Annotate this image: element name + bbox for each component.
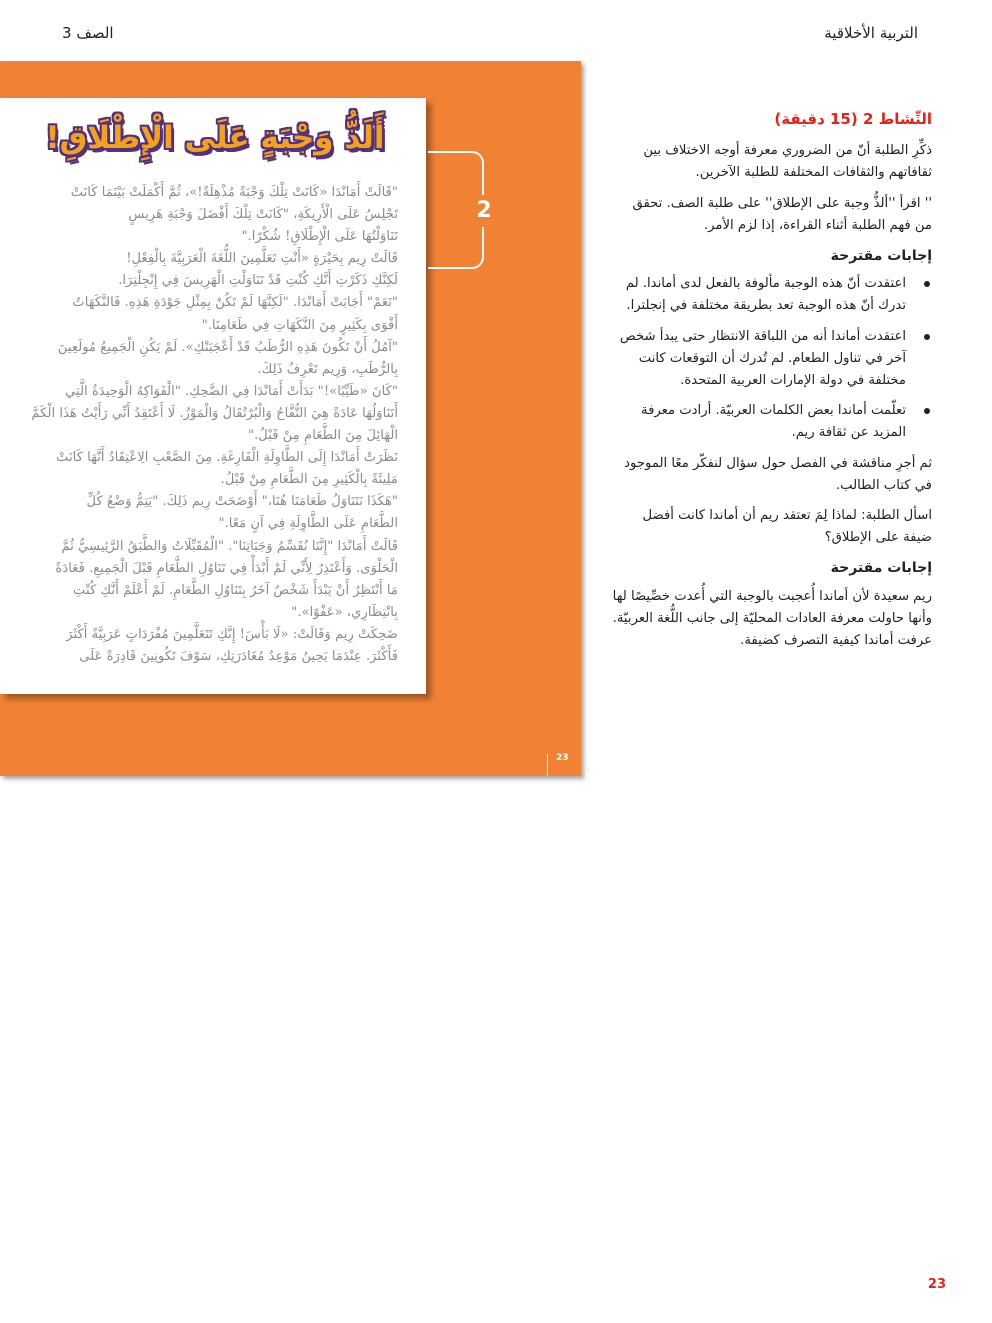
story-line: لَكِنَّكِ ذَكَرْتِ أَنَّكِ كُنْتِ قَدْ تَنَاوَلْتِ الْهَرِيسَ فِي إِنْجِلْتِرَا. <box>118 273 398 289</box>
grade-label: الصف 3 <box>62 24 114 42</box>
list-item: تعلّمت أماندا بعض الكلمات العربيّة. أرادت معرفة المزيد عن ثقافة ريم. <box>612 400 906 444</box>
story-line: الْحَلْوَى. وَأَعْتَذِرُ لِأَنِّي لَمْ أَبْدَأْ فِي تَنَاوُلِ الطَّعَامِ قَبْلَ الْجَمِيعِ. فَعَادَةً <box>55 560 398 576</box>
student-page-number: 23 <box>556 753 569 763</box>
bracket-tick <box>482 180 484 190</box>
story-line: "قَالَتْ أَمَانْدَا «كَانَتْ تِلْكَ وَجْبَةً مُذْهِلَةً!»، ثُمَّ أَكْمَلَتْ بَيْنَمَا كَانَتْ <box>70 185 398 200</box>
story-line: أَتَنَاوَلُهَا عَادَةً هِيَ التُّفَّاحُ وَالْبُرْتُقَالُ وَالْمَوْزُ. لَا أَعْتَقِدُ أَنِّي رَأَيْتُ هَذَا الْكَمَّ <box>31 405 398 421</box>
teacher-notes <box>612 108 932 660</box>
subject-title: التربية الأخلاقية <box>824 24 918 42</box>
story-line: مَلِيئَةً بِالْكَثِيرِ مِنَ الطَّعَامِ مِنْ قَبْلُ. <box>220 472 398 488</box>
story-line: تَجْلِسُ عَلَى الْأَرِيكَةِ، "كَانَتْ تِلْكَ أَفْضَلَ وَجْبَةِ هَرِيسٍ <box>128 207 398 223</box>
story-line: "هَكَذَا نَتَنَاوَلُ طَعَامَنَا هُنَا،" أَوْضَحَتْ رِيم ذَلِكَ. "يَتِمُّ وَضْعُ كُلِّ <box>86 494 398 510</box>
story-line: "كَانَ «طَيِّبًا»!" بَدَأَتْ أَمَانْدَا فِي الضَّحِكِ. "الْفَوَاكِهُ الْوَحِيدَةُ الَّتِي <box>65 383 398 399</box>
list-item: اعتقدت أماندا أنه من اللباقة الانتظار حتى يبدأ شخص آخر في تناول الطعام. لم تُدرك أن التوقعات كانت مختلفة في دولة الإمارات العربية المتحدة. <box>612 326 906 393</box>
instruction-paragraph: ثم أجرِ مناقشة في الفصل حول سؤال لنفكّر معًا الموجود في كتاب الطالب. <box>624 455 932 493</box>
story-line: نَظَرَتْ أَمَانْدَا إِلَى الطَّاوِلَةِ الْفَارِغَةِ. مِنَ الصَّعْبِ الِاعْتِقَادُ أَنَّهَا كَانَتْ <box>56 450 398 466</box>
story-line: بِالرُّطَبِ، وَرِيم تَعْرِفُ ذَلِكَ. <box>257 361 398 377</box>
instruction-paragraph: '' اقرأ ''ألذُّ وجبة على الإطلاق'' على طلبة الصف. تحقق من فهم الطلبة أثناء القراءة، إذا لزم الأمر. <box>632 195 932 233</box>
section-number: 2 <box>472 195 496 227</box>
answers-heading: إجابات مقترحة <box>830 560 932 577</box>
instruction-paragraph: اسأل الطلبة: لماذا لِمَ تعتقد ريم أن أماندا كانت أفضل ضيفة على الإطلاق؟ <box>642 508 932 546</box>
story-line: ضَحِكَتْ رِيم وَقَالَتْ: «لَا بَأْسَ! إِنَّكِ تَتَعَلَّمِينَ مُفْرَدَاتٍ عَرَبِيَّةً أَكْثَرَ <box>66 626 398 642</box>
story-text <box>31 182 398 668</box>
story-line: الطَّعَامِ عَلَى الطَّاوِلَةِ فِي آنٍ مَعًا." <box>218 516 398 532</box>
story-line: فَأَكْثَرَ. عِنْدَمَا يَحِينُ مَوْعِدُ مُغَادَرَتِكِ، سَوْفَ تَكُونِينَ قَادِرَةً عَلَى <box>79 648 398 664</box>
answers-heading: إجابات مقترحة <box>830 248 932 265</box>
page-number: 23 <box>927 1277 946 1292</box>
story-line: قَالَتْ أَمَانْدَا "إِنَّنَا نُقَسِّمُ وَجَبَاتِنَا". "الْمُقَبِّلَاتُ وَالطَّبَقُ الرَّئِيسِيُّ ثُمَّ <box>61 538 398 554</box>
story-line: تَنَاوَلْتُهَا عَلَى الْإِطْلَاقِ! شُكْرًا." <box>241 229 398 245</box>
page-divider <box>547 754 548 776</box>
story-line: أَقْوَى بِكَثِيرٍ مِنَ النَّكَهَاتِ فِي طَعَامِنَا." <box>201 317 398 333</box>
story-line: "نَعَمْ" أَجَابَتْ أَمَانْدَا. "لَكِنَّهَا لَمْ تَكُنْ بِمِثْلِ جَوْدَةِ هَذِهِ. فَالنَّكَهَاتُ <box>72 295 398 311</box>
story-line: بِانْتِظَارِي، «عَفْوًا»." <box>291 604 398 620</box>
story-card <box>0 98 426 694</box>
story-line: مَا أَنْتَظِرُ أَنْ يَبْدَأَ شَخْصٌ آخَرُ بِتَنَاوُلِ الطَّعَامِ. لَمْ أَعْلَمْ أَنَّكِ كُنْتِ <box>73 582 398 598</box>
instruction-paragraph: ذكِّرِ الطلبة أنّ من الضروري معرفة أوجه الاختلاف بين ثقافاتهم والثقافات المختلفة للطلبة الآخرين. <box>643 143 932 181</box>
story-line: "آمُلُ أَنْ تَكُونَ هَذِهِ الرُّطَبُ قَدْ أَعْجَبَتْكِ». لَمْ يَكُنِ الْجَمِيعُ مُولَعِينَ <box>57 339 398 355</box>
answers-list <box>612 273 932 444</box>
story-title: أَلَذُّ وَجْبَةٍ عَلَى الْإِطْلَاقِ! <box>45 120 385 156</box>
bracket-tick <box>482 232 484 242</box>
story-line: الْهَائِلَ مِنَ الطَّعَامِ مِنْ قَبْلُ." <box>248 428 398 444</box>
answer-paragraph: ريم سعيدة لأن أماندا أُعجبت بالوجبة التي أُعدت خصِّيصًا لها وأنها حاولت معرفة العادات المحليّة إلى جانب اللُّغة العربيّة. عرفت أماندا كيفية التصرف كضيفة. <box>612 588 932 649</box>
activity-label: النِّشاط 2 <box>862 110 932 128</box>
activity-duration: (15 دقيقة) <box>774 110 858 128</box>
activity-title <box>612 108 932 130</box>
list-item: اعتقدت أنّ هذه الوجبة مألوفة بالفعل لدى أماندا. لم تدرك أنّ هذه الوجبة تعد بطريقة مختلفة في إنجلترا. <box>612 273 906 317</box>
story-line: قَالَتْ رِيم بِحَيْرَةٍ «أَنْتِ تَعَلَّمِينَ اللُّغَةَ الْعَرَبِيَّةَ بِالْفِعْلِ! <box>126 251 398 267</box>
